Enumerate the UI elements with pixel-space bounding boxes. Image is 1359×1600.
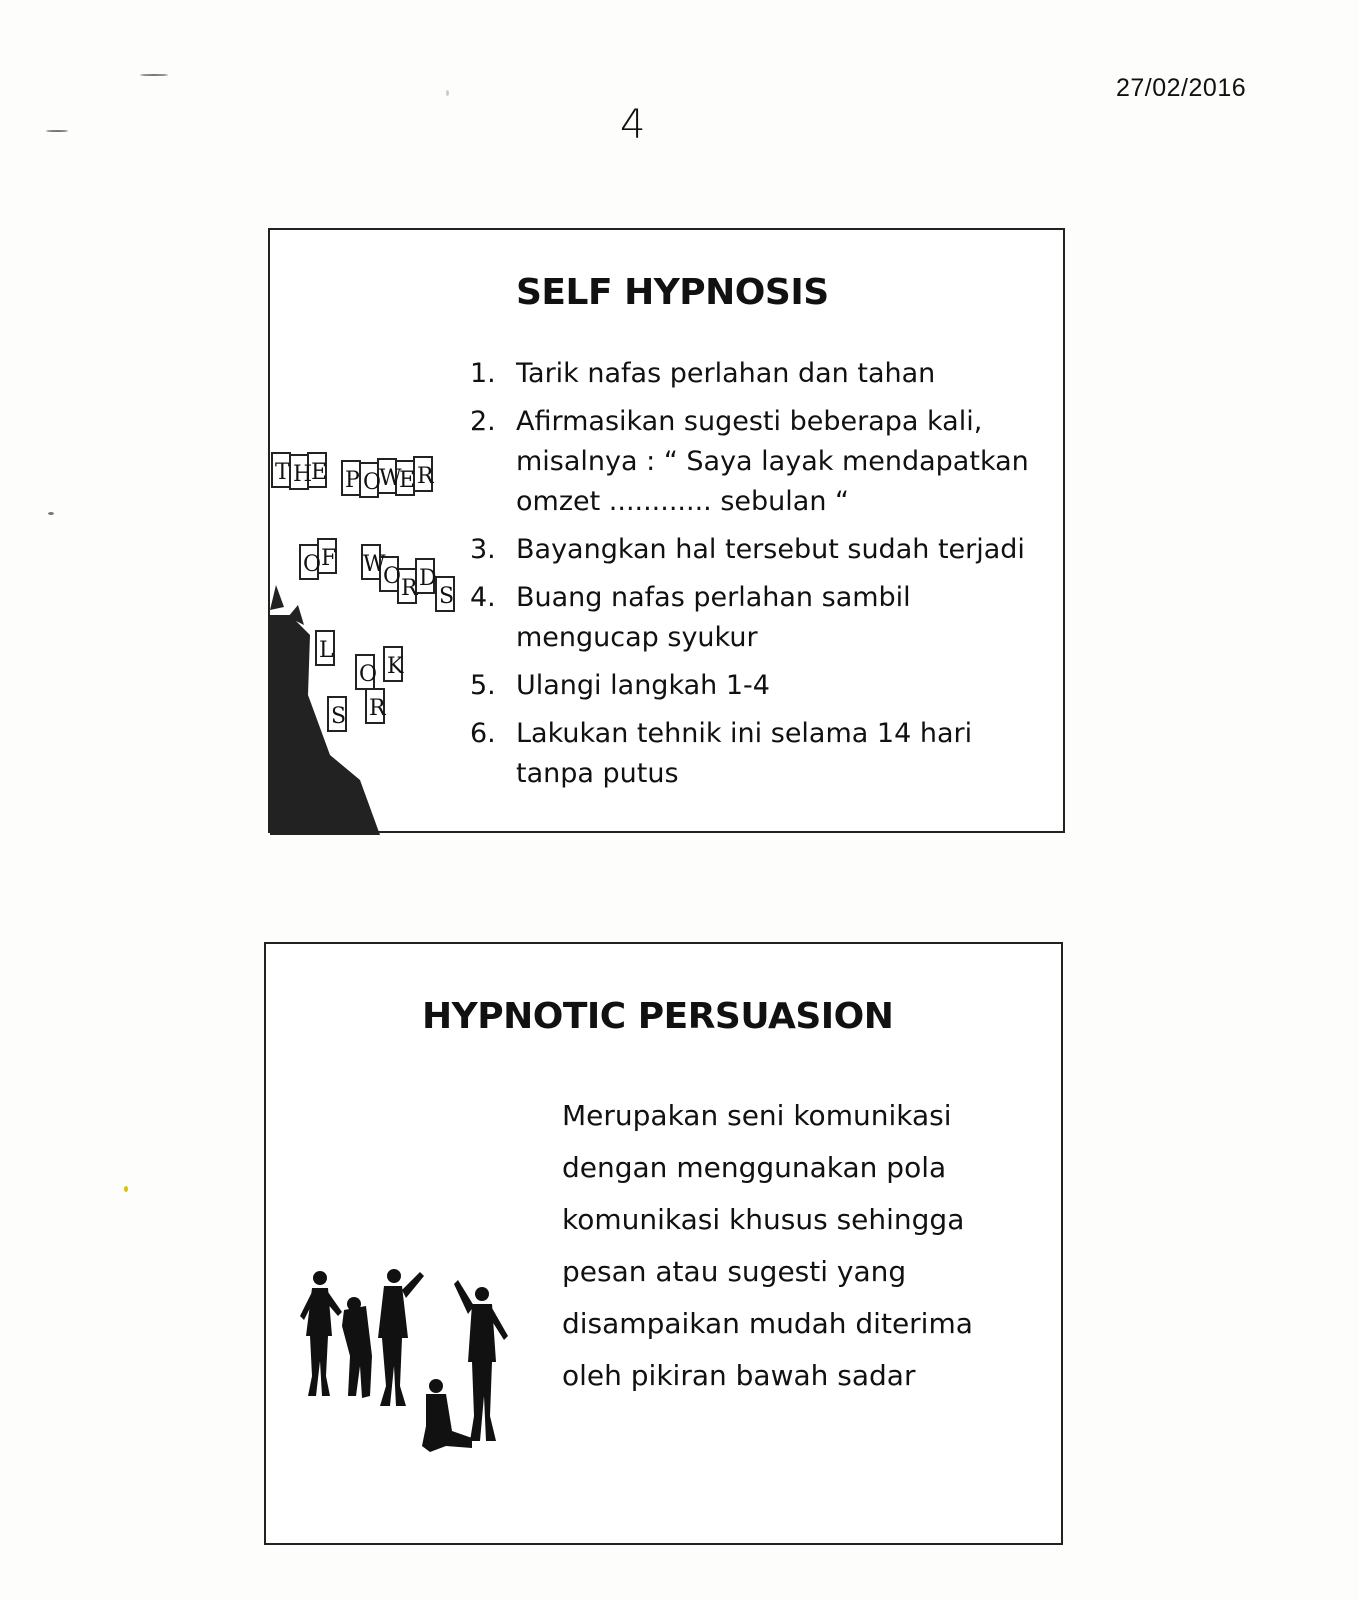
tile-letter: O [383, 564, 402, 589]
step-number: 6. [470, 718, 496, 749]
step-number: 4. [470, 582, 496, 613]
tile-letter: H [293, 462, 313, 487]
list-item [470, 402, 1050, 522]
slide-hypnotic-persuasion [264, 942, 1063, 1545]
step-number: 1. [470, 358, 496, 389]
scan-speck [446, 90, 449, 96]
step-number: 3. [470, 534, 496, 565]
step-number: 2. [470, 406, 496, 437]
slide-title: HYPNOTIC PERSUASION [422, 996, 894, 1037]
tile-letter: W [363, 552, 386, 577]
tile-letter: P [345, 468, 360, 493]
tile-letter: F [321, 546, 337, 571]
tile-letter: O [359, 662, 378, 687]
slide-body-text: Merupakan seni komunikasi dengan menggunakan pola komunikasi khusus sehingga pesan atau sugesti yang disampaikan mudah diterima oleh pikiran bawah sadar [562, 1099, 973, 1392]
tile-letter: R [369, 696, 386, 721]
step-text: Lakukan tehnik ini selama 14 hari tanpa putus [516, 718, 973, 789]
slide-title: SELF HYPNOSIS [516, 272, 829, 313]
scrabble-tiles-the-power-of-words-icon [270, 435, 465, 835]
step-number: 5. [470, 670, 496, 701]
tile-letter: S [439, 584, 455, 609]
scan-speck [140, 74, 168, 76]
step-text: Bayangkan hal tersebut sudah terjadi [516, 534, 1025, 565]
tile-letter: E [399, 468, 416, 493]
step-text: Ulangi langkah 1-4 [516, 670, 770, 701]
businessmen-silhouettes-icon [296, 1266, 526, 1471]
list-item [470, 666, 1050, 706]
slide-self-hypnosis [268, 228, 1065, 833]
handwritten-page-number: 4 [620, 102, 646, 148]
tile-letter: E [311, 460, 328, 485]
tile-letter: L [319, 638, 334, 663]
tile-letter: O [363, 470, 382, 495]
tile-letter: K [387, 654, 404, 679]
list-item [470, 714, 1050, 794]
tile-letter: W [379, 466, 402, 491]
tile-letter: S [331, 704, 347, 729]
list-item [470, 354, 1050, 394]
list-item [470, 530, 1050, 570]
scan-speck [48, 512, 54, 515]
tile-letter: R [417, 464, 434, 489]
tile-letter: T [275, 460, 290, 485]
step-text: Buang nafas perlahan sambil mengucap syukur [516, 582, 911, 653]
tile-letter: O [303, 552, 322, 577]
step-text: Tarik nafas perlahan dan tahan [516, 358, 936, 389]
print-date: 27/02/2016 [1116, 74, 1247, 102]
scan-speck [46, 130, 68, 132]
self-hypnosis-steps [470, 354, 1050, 802]
list-item [470, 578, 1050, 658]
scan-speck [124, 1186, 128, 1192]
tile-letter: D [419, 566, 437, 591]
tile-letter: R [401, 576, 418, 601]
step-text: Afirmasikan sugesti beberapa kali, misalnya : “ Saya layak mendapatkan omzet ............ sebulan “ [516, 406, 1029, 517]
